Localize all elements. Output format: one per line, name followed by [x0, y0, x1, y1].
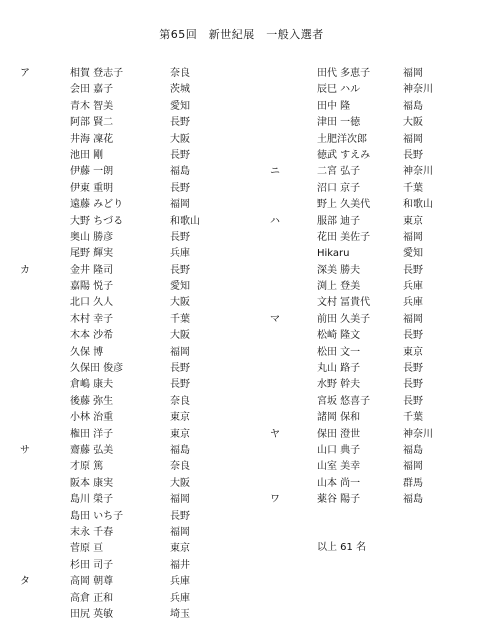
prefecture: 長野: [403, 363, 423, 375]
entrant-name: 嘉陽 悦子: [70, 281, 114, 293]
prefecture: 大阪: [170, 133, 190, 145]
entrant-name: 池田 剛: [70, 149, 104, 161]
entrant-name: 杉田 司子: [70, 559, 114, 571]
prefecture: 千葉: [403, 412, 423, 424]
entrant-name: 薬谷 陽子: [317, 494, 361, 506]
prefecture: 東京: [170, 543, 190, 555]
entrant-name: 阿部 賢二: [70, 117, 114, 129]
prefecture: 長野: [403, 264, 423, 276]
entrant-name: 松崎 隆文: [317, 330, 361, 342]
prefecture: 奈良: [170, 461, 190, 473]
entrant-name: 山室 美幸: [317, 461, 361, 473]
entrant-name: 相賀 登志子: [70, 68, 124, 79]
entrant-name: 島田 いち子: [70, 510, 124, 522]
prefecture: 大阪: [403, 117, 423, 129]
entrant-name: 権田 洋子: [70, 428, 114, 440]
section-letter: タ: [20, 576, 30, 588]
entrant-name: 島川 榮子: [70, 494, 114, 506]
entrant-name: 深美 勝夫: [317, 264, 361, 276]
prefecture: 長野: [170, 264, 190, 276]
entrant-name: 才原 篤: [70, 461, 104, 473]
prefecture: 東京: [170, 428, 190, 440]
prefecture: 長野: [403, 395, 423, 407]
prefecture: 福井: [170, 559, 190, 571]
entrant-name: 野上 久美代: [317, 199, 371, 211]
prefecture: 長野: [170, 117, 190, 129]
prefecture: 埼玉: [170, 608, 190, 620]
entrant-name: 伊東 重明: [70, 182, 114, 194]
prefecture: 大阪: [170, 297, 190, 309]
prefecture: 兵庫: [170, 592, 190, 604]
entrant-name: 山本 尚一: [317, 477, 361, 489]
entrant-name: 服部 迪子: [317, 215, 361, 227]
prefecture: 長野: [170, 182, 190, 194]
prefecture: 群馬: [403, 477, 423, 489]
prefecture: 神奈川: [403, 84, 433, 96]
entrant-name: 田中 隆: [317, 100, 351, 112]
entrant-name: 丸山 路子: [317, 363, 361, 375]
entrant-name: 保田 澄世: [317, 428, 361, 440]
prefecture: 福岡: [403, 231, 423, 243]
prefecture: 神奈川: [403, 166, 433, 178]
prefecture: 東京: [170, 412, 190, 424]
entrant-name: 久保 博: [70, 346, 104, 358]
entrant-name: 木村 幸子: [70, 313, 114, 325]
entrant-name: 遠藤 みどり: [70, 199, 124, 211]
entrant-name: 諸岡 保和: [317, 412, 361, 424]
section-letter: ニ: [270, 166, 280, 178]
prefecture: 東京: [403, 346, 423, 358]
entrant-name: 田尻 英敏: [70, 608, 114, 620]
entrant-name: 水野 幹夫: [317, 379, 361, 391]
prefecture: 愛知: [170, 100, 190, 112]
prefecture: 兵庫: [403, 281, 423, 293]
entrant-name: 文村 冨貴代: [317, 297, 371, 309]
prefecture: 福岡: [403, 68, 423, 79]
prefecture: 千葉: [170, 313, 190, 325]
prefecture: 兵庫: [170, 248, 190, 260]
entrant-name: 末永 千春: [70, 526, 114, 538]
prefecture: 長野: [170, 149, 190, 161]
prefecture: 長野: [170, 510, 190, 522]
prefecture: 福岡: [170, 199, 190, 211]
entrant-name: 久保田 俊彦: [70, 363, 124, 375]
entrant-name: 大野 ちづる: [70, 215, 124, 227]
entrant-name: 辰巳 ハル: [317, 84, 361, 96]
entrant-name: 倉嶋 康夫: [70, 379, 114, 391]
prefecture: 東京: [403, 215, 423, 227]
entrant-name: 奥山 勝彦: [70, 231, 114, 243]
entrant-name: 二宮 弘子: [317, 166, 361, 178]
prefecture: 福岡: [170, 526, 190, 538]
entrant-name: 山口 典子: [317, 444, 361, 456]
prefecture: 福岡: [170, 494, 190, 506]
prefecture: 兵庫: [403, 297, 423, 309]
prefecture: 福島: [403, 100, 423, 112]
entrant-name: 後藤 弥生: [70, 395, 114, 407]
prefecture: 長野: [403, 330, 423, 342]
prefecture: 愛知: [403, 248, 423, 260]
prefecture: 福岡: [403, 313, 423, 325]
entrant-name: 花田 美佐子: [317, 231, 371, 243]
prefecture: 奈良: [170, 68, 190, 79]
prefecture: 愛知: [170, 281, 190, 293]
entrant-name: 沼口 京子: [317, 182, 361, 194]
entrant-name: 高倉 正和: [70, 592, 114, 604]
entrant-name: 田代 多恵子: [317, 68, 371, 79]
prefecture: 千葉: [403, 182, 423, 194]
section-letter: ハ: [270, 215, 280, 227]
entrant-name: 会田 嘉子: [70, 84, 114, 96]
prefecture: 福島: [403, 444, 423, 456]
prefecture: 神奈川: [403, 428, 433, 440]
prefecture: 福島: [170, 444, 190, 456]
section-letter: ヤ: [270, 428, 280, 440]
prefecture: 和歌山: [403, 199, 433, 211]
entrant-name: 北口 久人: [70, 297, 114, 309]
prefecture: 大阪: [170, 330, 190, 342]
entrant-name: 阪本 康実: [70, 477, 114, 489]
prefecture: 長野: [170, 363, 190, 375]
entrant-name: 津田 一徳: [317, 117, 361, 129]
section-letter: ワ: [270, 494, 280, 506]
prefecture: 長野: [403, 149, 423, 161]
entrant-name: 井海 凜花: [70, 133, 114, 145]
entrant-name: 松田 文一: [317, 346, 361, 358]
entrant-name: 菅原 亘: [70, 543, 104, 555]
section-letter: サ: [20, 444, 30, 456]
prefecture: 長野: [170, 379, 190, 391]
section-letter: マ: [270, 313, 280, 325]
total-count: 以上 61 名: [317, 542, 367, 553]
entrant-name: 宮坂 悠喜子: [317, 395, 371, 407]
entrant-name: 伊藤 一朗: [70, 166, 114, 178]
entrant-name: 金井 隆司: [70, 264, 114, 276]
entrant-name: 前田 久美子: [317, 313, 371, 325]
entrant-name: 小林 治重: [70, 412, 114, 424]
prefecture: 奈良: [170, 395, 190, 407]
entrant-name: 青木 智美: [70, 100, 114, 112]
entrant-name: 土肥洋次郎: [317, 133, 367, 145]
entrant-name: 木本 沙希: [70, 330, 114, 342]
prefecture: 長野: [170, 231, 190, 243]
prefecture: 長野: [403, 379, 423, 391]
entrant-name: Hikaru: [317, 248, 350, 260]
section-letter: カ: [20, 264, 30, 276]
prefecture: 大阪: [170, 477, 190, 489]
prefecture: 茨城: [170, 84, 190, 96]
prefecture: 福岡: [403, 461, 423, 473]
entrant-name: 齋藤 弘美: [70, 444, 114, 456]
entrant-name: 徳武 すえみ: [317, 149, 371, 161]
prefecture: 福岡: [403, 133, 423, 145]
entrant-name: 渕上 登美: [317, 281, 361, 293]
page-title: 第65回 新世紀展 一般入選者: [159, 28, 324, 41]
prefecture: 福島: [170, 166, 190, 178]
entrant-name: 高岡 朝尊: [70, 576, 114, 588]
entrant-name: 尾野 輝実: [70, 248, 114, 260]
prefecture: 福島: [403, 494, 423, 506]
section-letter: ア: [20, 68, 30, 79]
prefecture: 兵庫: [170, 576, 190, 588]
prefecture: 福岡: [170, 346, 190, 358]
prefecture: 和歌山: [170, 215, 200, 227]
